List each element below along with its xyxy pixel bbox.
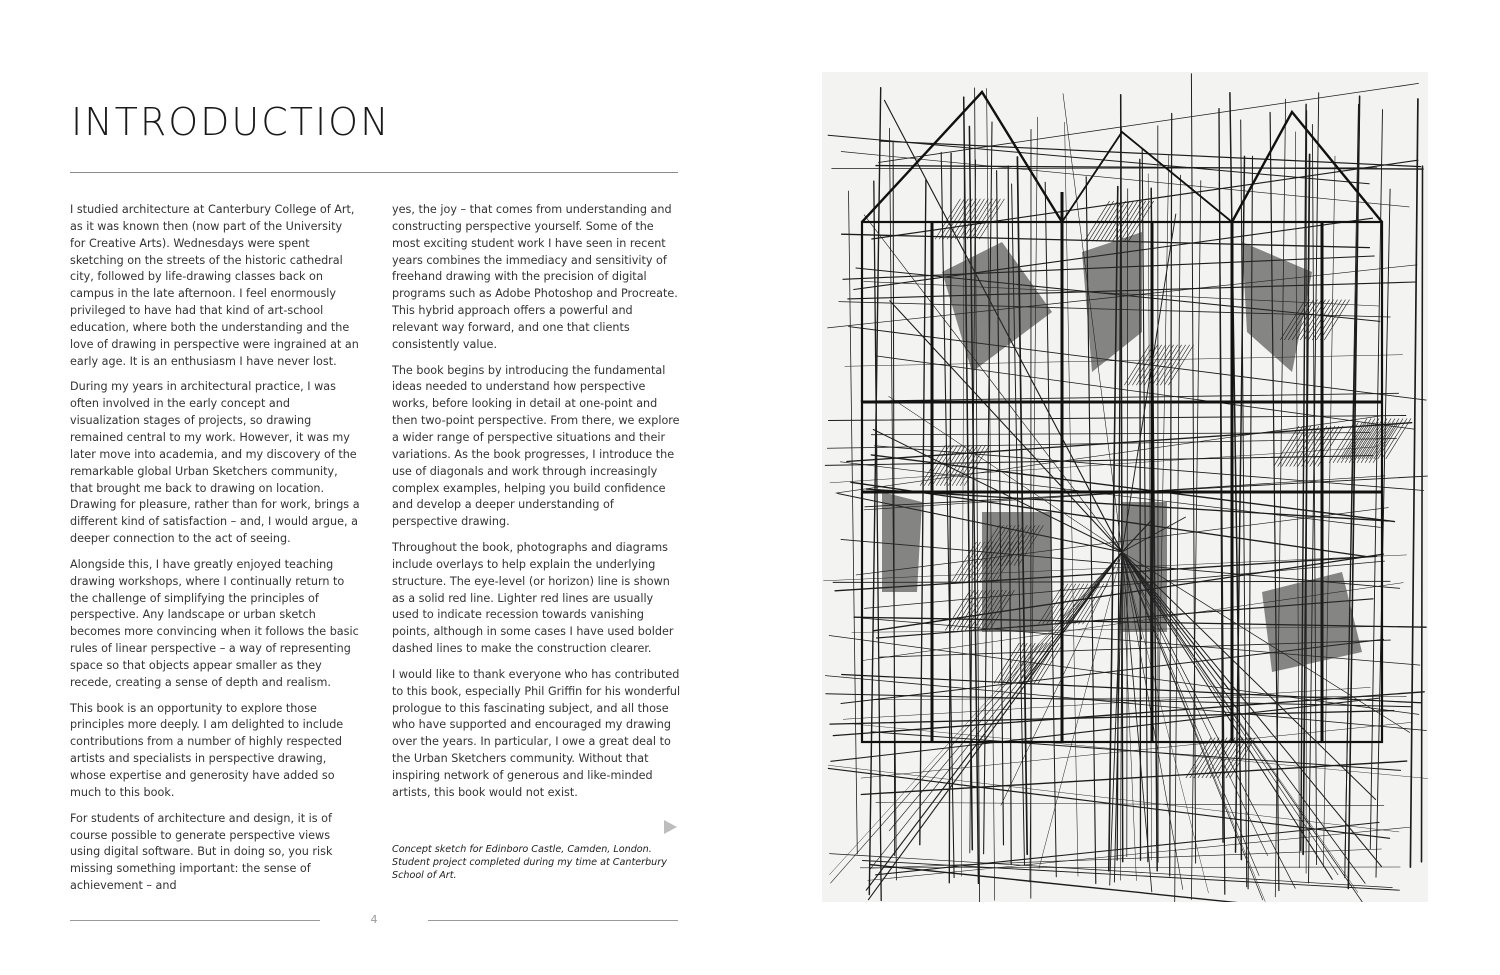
paragraph: Alongside this, I have greatly enjoyed teaching drawing workshops, where I continually return to the challenge of simplifying the principles of perspective. Any landscape or urban sketch becomes more convincing when it follows the basic rules of linear perspective – a way of representing space so that objects appear smaller as they recede, creating a sense of depth and realism. bbox=[70, 557, 359, 689]
title-divider bbox=[70, 172, 678, 173]
paragraph: Throughout the book, photographs and diagrams include overlays to help explain the underlying structure. The eye-level (or horizon) line is shown as a solid red line. Lighter red lines are usually used to indicate recession towards vanishing points, although in some cases I have used bolder dashed lines to make the construction clearer. bbox=[392, 541, 674, 656]
paragraph: For students of architecture and design, it is of course possible to generate perspective views using digital software. But in doing so, you risk missing something important: the sense of achievement – and bbox=[70, 811, 333, 893]
paragraph: yes, the joy – that comes from understanding and constructing perspective yourself. Some of the most exciting student work I have seen in recent years combines the immediacy and sensitivity of freehand drawing with the precision of digital programs such as Adobe Photoshop and Procreate. This hybrid approach offers a powerful and relevant way forward, and one that clients consistently value. bbox=[392, 203, 678, 351]
page-number: 4 bbox=[370, 913, 378, 926]
paragraph: The book begins by introducing the fundamental ideas needed to understand how perspective works, before looking in detail at one-point and then two-point perspective. From there, we explore a wider range of perspective situations and their variations. As the book progresses, I introduce the use of diagonals and work through increasingly complex examples, helping you build confidence and develop a deeper understanding of perspective drawing. bbox=[392, 363, 680, 529]
paragraph: I would like to thank everyone who has contributed to this book, especially Phil Griffin for his wonderful prologue to this fascinating subject, and all those who have supported and encouraged my drawing over the years. In particular, I owe a great deal to the Urban Sketchers community. Without that inspiring network of generous and like-minded artists, this book would not exist. bbox=[392, 667, 681, 799]
page-title: INTRODUCTION bbox=[71, 100, 391, 144]
paragraph: I studied architecture at Canterbury College of Art, as it was known then (now part of the University for Creative Arts). Wednesdays were spent sketching on the streets of the historic cathedral city, followed by life-drawing classes back on campus in the late afternoon. I feel enormously privileged to have had that kind of art-school education, where both the understanding and the love of drawing in perspective were ingrained at an early age. It is an enthusiasm I have never lost. bbox=[70, 203, 359, 368]
image-caption: Concept sketch for Edinboro Castle, Camden, London. Student project completed during my time at Canterbury School of Art. bbox=[392, 844, 667, 881]
text-column-left bbox=[70, 202, 360, 904]
sketch-drawing bbox=[822, 72, 1428, 902]
text-column-right bbox=[392, 202, 682, 811]
footer-rule-left bbox=[70, 920, 320, 921]
play-triangle-icon bbox=[664, 820, 677, 834]
footer-rule-right bbox=[428, 920, 678, 921]
paragraph: During my years in architectural practice, I was often involved in the early concept and visualization stages of projects, so drawing remained central to my work. However, it was my later move into academia, and my discovery of the remarkable global Urban Sketchers community, that brought me back to drawing on location. Drawing for pleasure, rather than for work, brings a different kind of satisfaction – and, I would argue, a deeper connection to the act of seeing. bbox=[70, 380, 360, 546]
paragraph: This book is an opportunity to explore those principles more deeply. I am delighted to include contributions from a number of highly respected artists and specialists in perspective drawing, whose expertise and generosity have added so much to this book. bbox=[70, 701, 344, 799]
architectural-sketch-image bbox=[822, 72, 1428, 902]
